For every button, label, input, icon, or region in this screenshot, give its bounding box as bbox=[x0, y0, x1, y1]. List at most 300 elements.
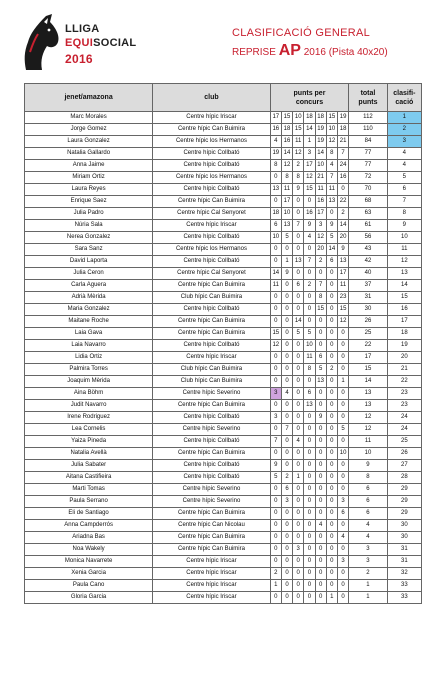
points-cell: 9 bbox=[270, 460, 281, 472]
logo-text-equisocial bbox=[65, 37, 136, 49]
points-cell: 3 bbox=[270, 388, 281, 400]
table-row bbox=[25, 376, 422, 388]
total-points-cell: 84 bbox=[349, 136, 387, 148]
classification-cell: 28 bbox=[387, 472, 421, 484]
points-cell: 0 bbox=[326, 292, 337, 304]
points-cell: 6 bbox=[270, 220, 281, 232]
table-row bbox=[25, 592, 422, 604]
total-points-cell: 110 bbox=[349, 124, 387, 136]
points-cell: 15 bbox=[293, 124, 304, 136]
page-subtitle bbox=[232, 42, 388, 60]
col-header-points-line1: punts per bbox=[293, 89, 326, 97]
points-cell: 0 bbox=[337, 568, 348, 580]
points-cell: 16 bbox=[281, 136, 292, 148]
points-cell: 20 bbox=[315, 244, 326, 256]
club-cell: Centre hípic Collbató bbox=[153, 412, 271, 424]
points-cell: 0 bbox=[270, 244, 281, 256]
points-cell: 19 bbox=[270, 148, 281, 160]
points-cell: 0 bbox=[281, 532, 292, 544]
page-title: CLASIFICACIÓ GENERAL bbox=[232, 27, 371, 39]
points-cell: 0 bbox=[315, 484, 326, 496]
page-header bbox=[0, 0, 427, 80]
classification-cell: 4 bbox=[387, 148, 421, 160]
points-cell: 0 bbox=[281, 412, 292, 424]
classification-cell: 13 bbox=[387, 268, 421, 280]
points-cell: 0 bbox=[293, 592, 304, 604]
table-row bbox=[25, 364, 422, 376]
points-cell: 18 bbox=[315, 112, 326, 124]
points-cell: 7 bbox=[326, 172, 337, 184]
classification-cell: 33 bbox=[387, 580, 421, 592]
points-cell: 5 bbox=[270, 472, 281, 484]
points-cell: 0 bbox=[281, 400, 292, 412]
points-cell: 0 bbox=[326, 352, 337, 364]
classification-cell: 8 bbox=[387, 208, 421, 220]
table-row bbox=[25, 244, 422, 256]
points-cell: 0 bbox=[281, 520, 292, 532]
table-row bbox=[25, 328, 422, 340]
points-cell: 0 bbox=[270, 496, 281, 508]
total-points-cell: 77 bbox=[349, 148, 387, 160]
points-cell: 0 bbox=[304, 196, 315, 208]
points-cell: 0 bbox=[337, 436, 348, 448]
table-row bbox=[25, 580, 422, 592]
total-points-cell: 8 bbox=[349, 472, 387, 484]
club-cell: Centre hípic los Hermanos bbox=[153, 172, 271, 184]
points-cell: 0 bbox=[293, 568, 304, 580]
total-points-cell: 26 bbox=[349, 316, 387, 328]
club-cell: Centre hípic Collbató bbox=[153, 472, 271, 484]
points-cell: 0 bbox=[337, 364, 348, 376]
club-cell: Centre hípic Iriscar bbox=[153, 580, 271, 592]
points-cell: 7 bbox=[315, 280, 326, 292]
club-cell: Centre hípic Can Buimira bbox=[153, 124, 271, 136]
points-cell: 0 bbox=[293, 448, 304, 460]
points-cell: 0 bbox=[281, 436, 292, 448]
points-cell: 0 bbox=[326, 376, 337, 388]
points-cell: 15 bbox=[326, 112, 337, 124]
total-points-cell: 13 bbox=[349, 388, 387, 400]
points-cell: 0 bbox=[270, 508, 281, 520]
classification-cell: 16 bbox=[387, 304, 421, 316]
table-header-row bbox=[25, 84, 422, 112]
points-cell: 0 bbox=[315, 424, 326, 436]
total-points-cell: 6 bbox=[349, 484, 387, 496]
points-cell: 13 bbox=[281, 220, 292, 232]
classification-cell: 17 bbox=[387, 316, 421, 328]
table-row bbox=[25, 352, 422, 364]
liga-equisocial-logo bbox=[16, 12, 226, 72]
points-cell: 10 bbox=[315, 160, 326, 172]
rider-name-cell: Julia Sabater bbox=[25, 460, 153, 472]
points-cell: 0 bbox=[281, 460, 292, 472]
points-cell: 0 bbox=[270, 520, 281, 532]
points-cell: 2 bbox=[315, 256, 326, 268]
points-cell: 16 bbox=[304, 208, 315, 220]
points-cell: 6 bbox=[304, 388, 315, 400]
points-cell: 0 bbox=[270, 352, 281, 364]
table-row bbox=[25, 544, 422, 556]
points-cell: 4 bbox=[270, 136, 281, 148]
rider-name-cell: Laura Reyes bbox=[25, 184, 153, 196]
points-cell: 14 bbox=[337, 220, 348, 232]
table-row bbox=[25, 256, 422, 268]
points-cell: 0 bbox=[326, 556, 337, 568]
table-row bbox=[25, 496, 422, 508]
rider-name-cell: Paula Cano bbox=[25, 580, 153, 592]
table-row bbox=[25, 136, 422, 148]
points-cell: 1 bbox=[304, 136, 315, 148]
table-row bbox=[25, 208, 422, 220]
points-cell: 0 bbox=[270, 304, 281, 316]
club-cell: Centre hípic Iriscar bbox=[153, 592, 271, 604]
total-points-cell: 43 bbox=[349, 244, 387, 256]
table-row bbox=[25, 304, 422, 316]
total-points-cell: 17 bbox=[349, 352, 387, 364]
points-cell: 0 bbox=[315, 268, 326, 280]
points-cell: 0 bbox=[304, 244, 315, 256]
col-header-total bbox=[349, 84, 387, 112]
points-cell: 0 bbox=[304, 484, 315, 496]
club-cell: Centre hípic Collbató bbox=[153, 304, 271, 316]
total-points-cell: 56 bbox=[349, 232, 387, 244]
classification-cell: 24 bbox=[387, 412, 421, 424]
table-row bbox=[25, 196, 422, 208]
total-points-cell: 10 bbox=[349, 448, 387, 460]
points-cell: 11 bbox=[270, 280, 281, 292]
club-cell: Centre hípic Cal Senyoret bbox=[153, 208, 271, 220]
total-points-cell: 1 bbox=[349, 592, 387, 604]
club-cell: Centre hípic Severino bbox=[153, 496, 271, 508]
classification-cell: 11 bbox=[387, 244, 421, 256]
points-cell: 0 bbox=[315, 460, 326, 472]
points-cell: 18 bbox=[281, 124, 292, 136]
club-cell: Centre hípic Iriscar bbox=[153, 556, 271, 568]
points-cell: 19 bbox=[315, 136, 326, 148]
table-row bbox=[25, 124, 422, 136]
points-cell: 0 bbox=[270, 532, 281, 544]
points-cell: 0 bbox=[281, 580, 292, 592]
points-cell: 0 bbox=[326, 208, 337, 220]
points-cell: 10 bbox=[337, 448, 348, 460]
col-header-club: club bbox=[153, 84, 271, 112]
club-cell: Centre hípic Can Buimira bbox=[153, 532, 271, 544]
classification-cell: 19 bbox=[387, 340, 421, 352]
points-cell: 0 bbox=[326, 412, 337, 424]
club-cell: Club hípic Can Buimira bbox=[153, 376, 271, 388]
points-cell: 0 bbox=[304, 448, 315, 460]
classification-cell: 26 bbox=[387, 448, 421, 460]
points-cell: 0 bbox=[337, 352, 348, 364]
points-cell: 0 bbox=[270, 364, 281, 376]
points-cell: 11 bbox=[326, 184, 337, 196]
total-points-cell: 1 bbox=[349, 580, 387, 592]
points-cell: 0 bbox=[281, 352, 292, 364]
rider-name-cell: Jorge Gomez bbox=[25, 124, 153, 136]
logo-text-lliga: LLIGA bbox=[65, 23, 100, 35]
club-cell: Centre hípic Can Buimira bbox=[153, 196, 271, 208]
classification-cell: 23 bbox=[387, 400, 421, 412]
points-cell: 21 bbox=[315, 172, 326, 184]
points-cell: 0 bbox=[270, 196, 281, 208]
table-row bbox=[25, 400, 422, 412]
points-cell: 9 bbox=[293, 184, 304, 196]
points-cell: 0 bbox=[281, 568, 292, 580]
points-cell: 17 bbox=[337, 268, 348, 280]
rider-name-cell: Aina Böhm bbox=[25, 388, 153, 400]
points-cell: 15 bbox=[304, 184, 315, 196]
total-points-cell: 42 bbox=[349, 256, 387, 268]
points-cell: 0 bbox=[304, 292, 315, 304]
table-row bbox=[25, 232, 422, 244]
points-cell: 7 bbox=[304, 256, 315, 268]
points-cell: 0 bbox=[293, 304, 304, 316]
points-cell: 0 bbox=[270, 172, 281, 184]
points-cell: 5 bbox=[293, 328, 304, 340]
points-cell: 12 bbox=[337, 316, 348, 328]
points-cell: 1 bbox=[337, 376, 348, 388]
points-cell: 16 bbox=[270, 124, 281, 136]
points-cell: 6 bbox=[293, 280, 304, 292]
rider-name-cell: Laia Navarro bbox=[25, 340, 153, 352]
points-cell: 9 bbox=[281, 268, 292, 280]
table-row bbox=[25, 112, 422, 124]
points-cell: 17 bbox=[315, 208, 326, 220]
total-points-cell: 12 bbox=[349, 412, 387, 424]
points-cell: 0 bbox=[281, 508, 292, 520]
classification-cell: 20 bbox=[387, 352, 421, 364]
points-cell: 0 bbox=[281, 280, 292, 292]
points-cell: 14 bbox=[315, 148, 326, 160]
points-cell: 4 bbox=[315, 520, 326, 532]
points-cell: 4 bbox=[293, 436, 304, 448]
points-cell: 0 bbox=[304, 472, 315, 484]
points-cell: 0 bbox=[304, 304, 315, 316]
classification-cell: 4 bbox=[387, 160, 421, 172]
points-cell: 13 bbox=[304, 400, 315, 412]
rider-name-cell: Yaiza Pineda bbox=[25, 436, 153, 448]
points-cell: 0 bbox=[270, 256, 281, 268]
points-cell: 0 bbox=[337, 592, 348, 604]
rider-name-cell: Lea Cornelis bbox=[25, 424, 153, 436]
points-cell: 11 bbox=[337, 280, 348, 292]
points-cell: 0 bbox=[337, 328, 348, 340]
points-cell: 0 bbox=[281, 340, 292, 352]
points-cell: 7 bbox=[281, 424, 292, 436]
rider-name-cell: Gloria Garcia bbox=[25, 592, 153, 604]
points-cell: 0 bbox=[315, 544, 326, 556]
classification-cell: 3 bbox=[387, 136, 421, 148]
points-cell: 11 bbox=[315, 184, 326, 196]
points-cell: 2 bbox=[337, 208, 348, 220]
club-cell: Centre hípic Can Buimira bbox=[153, 400, 271, 412]
table-row bbox=[25, 436, 422, 448]
points-cell: 9 bbox=[315, 412, 326, 424]
club-cell: Centre hípic los Hermanos bbox=[153, 136, 271, 148]
club-cell: Centre hípic Collbató bbox=[153, 148, 271, 160]
points-cell: 19 bbox=[315, 124, 326, 136]
points-cell: 18 bbox=[304, 112, 315, 124]
points-cell: 17 bbox=[270, 112, 281, 124]
classification-cell: 18 bbox=[387, 328, 421, 340]
points-cell: 18 bbox=[270, 208, 281, 220]
points-cell: 0 bbox=[270, 448, 281, 460]
rider-name-cell: Julia Ceron bbox=[25, 268, 153, 280]
points-cell: 0 bbox=[315, 436, 326, 448]
points-cell: 0 bbox=[304, 580, 315, 592]
points-cell: 0 bbox=[326, 580, 337, 592]
points-cell: 8 bbox=[270, 160, 281, 172]
subtitle-prefix: REPRISE bbox=[232, 47, 276, 58]
points-cell: 5 bbox=[337, 424, 348, 436]
points-cell: 6 bbox=[315, 352, 326, 364]
total-points-cell: 25 bbox=[349, 328, 387, 340]
rider-name-cell: Marti Tomas bbox=[25, 484, 153, 496]
points-cell: 0 bbox=[270, 592, 281, 604]
rider-name-cell: Eli de Santiago bbox=[25, 508, 153, 520]
classification-cell: 31 bbox=[387, 556, 421, 568]
points-cell: 0 bbox=[337, 412, 348, 424]
points-cell: 0 bbox=[315, 592, 326, 604]
points-cell: 0 bbox=[304, 544, 315, 556]
points-cell: 0 bbox=[326, 316, 337, 328]
points-cell: 0 bbox=[293, 232, 304, 244]
points-cell: 2 bbox=[293, 160, 304, 172]
table-row bbox=[25, 460, 422, 472]
rider-name-cell: Enrique Saez bbox=[25, 196, 153, 208]
total-points-cell: 22 bbox=[349, 340, 387, 352]
points-cell: 5 bbox=[281, 232, 292, 244]
classification-cell: 6 bbox=[387, 184, 421, 196]
points-cell: 0 bbox=[304, 460, 315, 472]
points-cell: 0 bbox=[315, 568, 326, 580]
points-cell: 0 bbox=[304, 316, 315, 328]
rider-name-cell: Ariadna Bas bbox=[25, 532, 153, 544]
rider-name-cell: Paula Serrano bbox=[25, 496, 153, 508]
points-cell: 1 bbox=[281, 256, 292, 268]
total-points-cell: 72 bbox=[349, 172, 387, 184]
rider-name-cell: Núria Sala bbox=[25, 220, 153, 232]
table-row bbox=[25, 532, 422, 544]
club-cell: Centre hípic Severino bbox=[153, 424, 271, 436]
total-points-cell: 77 bbox=[349, 160, 387, 172]
rider-name-cell: Palmira Torres bbox=[25, 364, 153, 376]
points-cell: 0 bbox=[293, 520, 304, 532]
table-row bbox=[25, 424, 422, 436]
rider-name-cell: Irene Rodriguez bbox=[25, 412, 153, 424]
points-cell: 15 bbox=[337, 304, 348, 316]
total-points-cell: 3 bbox=[349, 556, 387, 568]
total-points-cell: 4 bbox=[349, 520, 387, 532]
club-cell: Centre hípic Collbató bbox=[153, 256, 271, 268]
points-cell: 0 bbox=[281, 556, 292, 568]
club-cell: Centre hípic Can Buimira bbox=[153, 280, 271, 292]
points-cell: 14 bbox=[304, 124, 315, 136]
subtitle-suffix: 2016 (Pista 40x20) bbox=[303, 47, 388, 58]
points-cell: 10 bbox=[281, 208, 292, 220]
classification-cell: 30 bbox=[387, 532, 421, 544]
classification-cell: 32 bbox=[387, 568, 421, 580]
points-cell: 0 bbox=[304, 568, 315, 580]
points-cell: 0 bbox=[304, 412, 315, 424]
club-cell: Centre hípic Iriscar bbox=[153, 568, 271, 580]
points-cell: 0 bbox=[315, 556, 326, 568]
points-cell: 0 bbox=[337, 400, 348, 412]
points-cell: 12 bbox=[270, 340, 281, 352]
table-row bbox=[25, 472, 422, 484]
points-cell: 0 bbox=[270, 400, 281, 412]
rider-name-cell: Aitana Castifieira bbox=[25, 472, 153, 484]
points-cell: 13 bbox=[326, 196, 337, 208]
points-cell: 0 bbox=[337, 472, 348, 484]
total-points-cell: 61 bbox=[349, 220, 387, 232]
points-cell: 8 bbox=[326, 148, 337, 160]
points-cell: 12 bbox=[315, 232, 326, 244]
points-cell: 0 bbox=[293, 496, 304, 508]
points-cell: 7 bbox=[270, 436, 281, 448]
points-cell: 0 bbox=[293, 508, 304, 520]
points-cell: 0 bbox=[281, 592, 292, 604]
classification-cell: 1 bbox=[387, 112, 421, 124]
points-cell: 10 bbox=[293, 112, 304, 124]
table-row bbox=[25, 160, 422, 172]
points-cell: 2 bbox=[304, 280, 315, 292]
col-header-total-line2: punts bbox=[358, 98, 378, 106]
logo-text-social: SOCIAL bbox=[93, 37, 137, 49]
points-cell: 3 bbox=[315, 220, 326, 232]
rider-name-cell: Maria Gonzalez bbox=[25, 304, 153, 316]
points-cell: 9 bbox=[326, 220, 337, 232]
points-cell: 0 bbox=[326, 328, 337, 340]
points-cell: 12 bbox=[326, 136, 337, 148]
points-cell: 0 bbox=[326, 460, 337, 472]
points-cell: 0 bbox=[293, 268, 304, 280]
total-points-cell: 30 bbox=[349, 304, 387, 316]
points-cell: 12 bbox=[281, 160, 292, 172]
table-row bbox=[25, 148, 422, 160]
points-cell: 0 bbox=[293, 460, 304, 472]
col-header-points-line2: concurs bbox=[295, 98, 324, 106]
total-points-cell: 13 bbox=[349, 400, 387, 412]
total-points-cell: 2 bbox=[349, 568, 387, 580]
classification-cell: 10 bbox=[387, 232, 421, 244]
points-cell: 0 bbox=[337, 520, 348, 532]
points-cell: 8 bbox=[293, 172, 304, 184]
points-cell: 11 bbox=[281, 184, 292, 196]
points-cell: 0 bbox=[326, 400, 337, 412]
rider-name-cell: Marc Morales bbox=[25, 112, 153, 124]
points-cell: 10 bbox=[304, 340, 315, 352]
rider-name-cell: Laia Gava bbox=[25, 328, 153, 340]
points-cell: 0 bbox=[326, 496, 337, 508]
total-points-cell: 4 bbox=[349, 532, 387, 544]
club-cell: Centre hípic Can Buimira bbox=[153, 448, 271, 460]
points-cell: 1 bbox=[270, 580, 281, 592]
points-cell: 0 bbox=[304, 556, 315, 568]
points-cell: 0 bbox=[326, 544, 337, 556]
points-cell: 11 bbox=[293, 136, 304, 148]
club-cell: Club hípic Can Buimira bbox=[153, 292, 271, 304]
points-cell: 0 bbox=[315, 448, 326, 460]
total-points-cell: 63 bbox=[349, 208, 387, 220]
points-cell: 0 bbox=[315, 472, 326, 484]
classification-table bbox=[24, 83, 422, 604]
points-cell: 5 bbox=[304, 328, 315, 340]
points-cell: 0 bbox=[293, 208, 304, 220]
classification-cell: 9 bbox=[387, 220, 421, 232]
points-cell: 0 bbox=[270, 376, 281, 388]
points-cell: 14 bbox=[281, 148, 292, 160]
